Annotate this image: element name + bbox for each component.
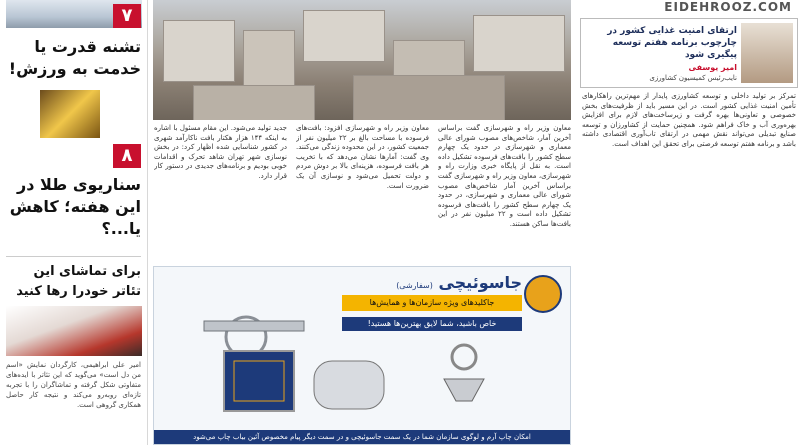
article-column: جدید تولید می‌شود. این مقام مسئول با اشاره به اینکه ۱۴۴ هزار هکتار بافت ناکارآمد شهری در کشور شناسایی شده اظهار کرد: در بخش نوسازی شهر تهران شاهد تحرک و اقدامات خوبی بودیم و برنامه‌های جدیدی در دستور کار قرار دارد. xyxy=(154,124,287,180)
keychain-advertisement[interactable] xyxy=(153,266,571,445)
teaser-body: امیر علی ابراهیمی، کارگردان نمایش «اسم من دل است» می‌گوید که این تئاتر با ایده‌های متفاوتی شکل گرفته و تماشاگران را با تجربه تازه‌ای روبه‌رو می‌کند و نتیجه کار حاصل همکاری گروهی است. xyxy=(6,361,141,409)
ad-slogan: خاص باشید، شما لایق بهترین‌ها هستید! xyxy=(342,317,522,331)
number-badge: ۷ xyxy=(113,4,141,28)
teaser-title[interactable]: سناریوی طلا در این هفته؛ کاهش یا...؟ xyxy=(9,175,141,238)
theater-photo xyxy=(6,306,142,356)
author-name: امیر یوسفی xyxy=(688,63,737,72)
divider xyxy=(6,256,141,257)
feature-box xyxy=(580,18,798,88)
article-column: معاون وزیر راه و شهرسازی افزود: بافت‌های فرسوده با مساحت بالغ بر ۲۲ میلیون نفر از جمعیت کشور، در این محدوده زندگی می‌کنند. وی گفت: آمارها نشان می‌دهد که با تخریب هر بافت فرسوده، هزینه‌ای بالا بر دوش مردم و دولت تحمیل می‌شود و نوسازی آن یک ضرورت است. xyxy=(296,124,429,190)
author-role: نایب‌رئیس کمیسیون کشاورزی xyxy=(649,74,737,82)
gold-bar-photo xyxy=(40,90,100,138)
left-column xyxy=(0,0,148,445)
number-badge: ۸ xyxy=(113,144,141,168)
ad-logo-icon xyxy=(524,275,562,313)
author-photo xyxy=(741,23,793,83)
site-url[interactable]: EIDEHROOZ.COM xyxy=(664,0,792,14)
right-column xyxy=(576,0,800,445)
teaser-title[interactable]: تشنه قدرت یا خدمت به ورزش! xyxy=(8,37,141,78)
feature-title[interactable]: ارتقای امنیت غذایی کشور در چارچوب برنامه هفتم توسعه پیگیری شود xyxy=(607,26,737,60)
article-text xyxy=(153,120,571,265)
keychain-illustration xyxy=(164,281,404,431)
ad-title: جاسوئیچی (سفارشی) xyxy=(396,273,522,292)
keychain-illustration xyxy=(424,339,504,419)
city-photo xyxy=(153,0,571,120)
ad-subtitle: جاکلیدهای ویژه سازمان‌ها و همایش‌ها xyxy=(342,295,522,311)
teaser-title[interactable]: برای تماشای این تئاتر خودرا رها کنید xyxy=(16,264,141,299)
ad-bottom-strip: امکان چاپ آرم و لوگوی سازمان شما در یک سمت جاسوئیچی و در سمت دیگر پیام مخصوص آئین بیاب چاپ می‌شود xyxy=(154,430,570,444)
article-body: تمرکز بر تولید داخلی و توسعه کشاورزی پایدار از مهم‌ترین راهکارهای تأمین امنیت غذایی کشور است. در این مسیر باید از ظرفیت‌های بخش خصوصی و تعاونی‌ها بهره گرفت و زیرساخت‌های لازم برای افزایش بهره‌وری آب و خاک فراهم شود. همچنین حمایت از کشاورزان و توسعه صنایع تبدیلی می‌تواند نقش مهمی در ارتقای تاب‌آوری اقتصادی داشته باشد و برنامه هفتم توسعه فرصتی برای تحقق این اهداف است. xyxy=(582,92,796,148)
article-column: معاون وزیر راه و شهرسازی گفت براساس آخرین آمار، شاخص‌های مصوب شورای عالی معماری و شهرسازی در حدود یک چهارم سطح کشور را بافت‌های فرسوده تشکیل داده است. به نقل از پایگاه خبری وزارت راه و شهرسازی، معاون وزیر راه و شهرسازی گفت براساس آخرین آمار شاخص‌های مصوب شورای عالی معماری و شهرسازی، در حدود یک چهارم سطح کشور را بافت‌های فرسوده تشکیل داده است و ۲۲ میلیون نفر در این بافت‌ها ساکن هستند. xyxy=(438,124,571,228)
